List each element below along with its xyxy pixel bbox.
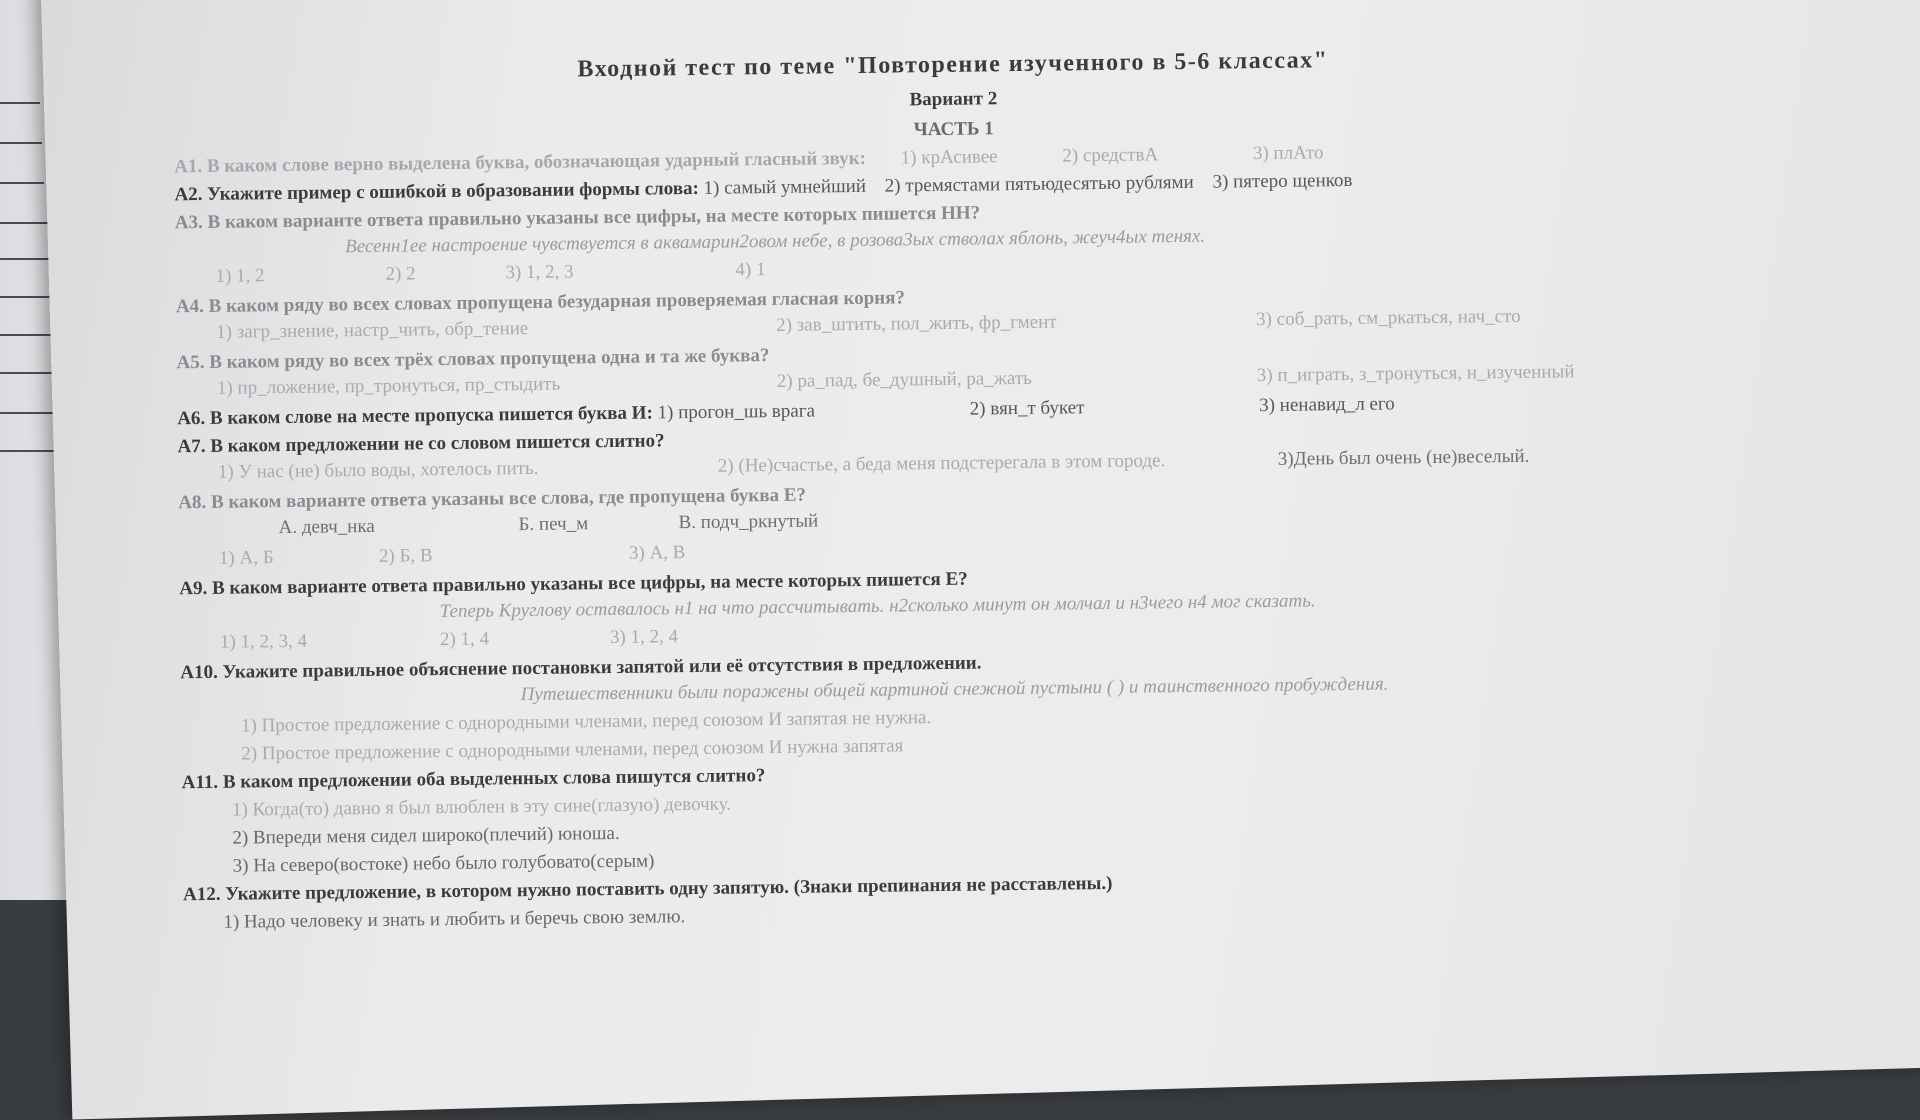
- option: 2) тремястами пятьюдесятью рублями: [884, 171, 1194, 197]
- question-text: В каком варианте ответа указаны все слова, где пропущена буква Е?: [210, 484, 807, 513]
- question-text: В каком ряду во всех трёх словах пропущена одна и та же буква?: [209, 345, 770, 373]
- question-text: В каком варианте ответа правильно указаны все цифры, на месте которых пишется НН?: [207, 202, 981, 233]
- word-item: В. подч_ркнутый: [678, 510, 819, 534]
- option: 1) прогон_шь врага: [657, 400, 816, 424]
- question-sentence: Весенн1ее настроение чувствуется в аквамарин2овом небе, в розова3ых стволах яблонь, жеуч4ых тенях.: [345, 225, 1206, 258]
- question-text: В каком ряду во всех словах пропущена безударная проверяемая гласная корня?: [208, 287, 906, 317]
- variant-label: Вариант 2: [909, 88, 998, 111]
- question-number: А10.: [180, 661, 218, 684]
- option: 2) зав_штить, пол_жить, фр_гмент: [776, 311, 1057, 336]
- question-sentence: Путешественники были поражены общей картиной снежной пустыни ( ) и таинственного пробуждения.: [520, 673, 1389, 706]
- option: 1) загр_знение, настр_чить, обр_тение: [216, 318, 529, 343]
- question-text: Укажите правильное объяснение постановки запятой или её отсутствия в предложении.: [222, 652, 982, 683]
- question-number: А4.: [175, 295, 204, 318]
- option: 2) (Не)счастье, а беда меня подстерегала в этом городе.: [717, 450, 1166, 477]
- answer-option: 3) На северо(востоке) небо было голубовато(серым): [232, 850, 655, 877]
- question-number: А1.: [174, 155, 203, 178]
- question-text: В каком предложении не со словом пишется слитно?: [210, 430, 665, 457]
- answer-option: 1) Когда(то) давно я был влюблен в эту сине(глазую) девочку.: [231, 793, 732, 821]
- question-text: В каком предложении оба выделенных слова пишутся слитно?: [222, 765, 766, 793]
- option: 2) средствА: [1062, 144, 1159, 167]
- question-text: В каком слове верно выделена буква, обозначающая ударный гласный звук:: [206, 147, 867, 177]
- part-label: ЧАСТЬ 1: [913, 118, 994, 141]
- option: 2) 2: [385, 263, 416, 285]
- test-paper-sheet: [40, 0, 1920, 1120]
- answer-option: 2) Простое предложение с однородными членами, перед союзом И нужна запятая: [241, 735, 904, 765]
- page-title: Входной тест по теме "Повторение изученного в 5-6 классах": [577, 47, 1329, 83]
- notebook-rule-line: [0, 258, 52, 260]
- notebook-rule-line: [0, 296, 56, 298]
- option: 3) соб_рать, см_ркаться, нач_сто: [1255, 305, 1521, 331]
- notebook-rule-line: [0, 142, 42, 144]
- option: 1) 1, 2: [215, 265, 265, 287]
- option: 3) ненавид_л его: [1259, 393, 1395, 417]
- answer-option: 1) Надо человеку и знать и любить и беречь свою землю.: [223, 906, 686, 933]
- option: 1) У нас (не) было воды, хотелось пить.: [217, 457, 539, 483]
- question-text: В каком варианте ответа правильно указаны все цифры, на месте которых пишется Е?: [211, 568, 968, 599]
- option: 2) ра_пад, бе_душный, ра_жать: [776, 367, 1032, 392]
- option: 3) А, В: [628, 542, 686, 564]
- option: 3)День был очень (не)веселый.: [1277, 445, 1530, 470]
- option: 4) 1: [735, 259, 766, 281]
- notebook-rule-line: [0, 182, 44, 184]
- notebook-rule-line: [0, 102, 40, 104]
- option: 1) пр_ложение, пр_тронуться, пр_стыдить: [216, 373, 561, 399]
- question-number: А6.: [177, 407, 206, 430]
- option: 1) 1, 2, 3, 4: [219, 630, 308, 653]
- word-item: Б. печ_м: [518, 513, 589, 536]
- question-text: В каком слове на месте пропуска пишется буква И:: [209, 402, 653, 429]
- option: 1) крАсивее: [900, 146, 998, 169]
- option: 2) вян_т букет: [969, 397, 1085, 420]
- option: 3) п_играть, з_тронуться, н_изученный: [1256, 361, 1575, 387]
- option: 3) плАто: [1252, 142, 1324, 165]
- question-number: А8.: [178, 491, 207, 514]
- answer-option: 2) Впереди меня сидел широко(плечий) юноша.: [232, 822, 620, 849]
- question-number: А11.: [181, 771, 219, 794]
- option: 2) Б, В: [378, 545, 433, 567]
- option: 1) самый умнейший: [703, 175, 867, 199]
- word-item: А. девч_нка: [278, 515, 375, 539]
- question-number: А12.: [182, 883, 221, 906]
- option: 3) 1, 2, 4: [609, 626, 679, 649]
- test-page: [173, 42, 1744, 940]
- question-number: А7.: [177, 435, 206, 458]
- question-number: А3.: [174, 211, 203, 234]
- option: 2) 1, 4: [439, 628, 490, 651]
- question-sentence: Теперь Круглову оставалось н1 на что рассчитывать. н2сколько минут он молчал и н3чего н4 мог сказать.: [439, 590, 1316, 623]
- question-number: А5.: [176, 351, 205, 374]
- option: 1) А, Б: [218, 547, 274, 569]
- notebook-rule-line: [0, 222, 48, 224]
- question-text: Укажите предложение, в котором нужно поставить одну запятую. (Знаки препинания не расставлены.): [225, 872, 1113, 905]
- answer-option: 1) Простое предложение с однородными членами, перед союзом И запятая не нужна.: [240, 707, 932, 737]
- question-text: Укажите пример с ошибкой в образовании формы слова:: [207, 177, 699, 205]
- option: 3) пятеро щенков: [1212, 169, 1353, 193]
- option: 3) 1, 2, 3: [505, 261, 574, 284]
- question-number: А2.: [174, 183, 203, 206]
- question-number: А9.: [179, 577, 208, 600]
